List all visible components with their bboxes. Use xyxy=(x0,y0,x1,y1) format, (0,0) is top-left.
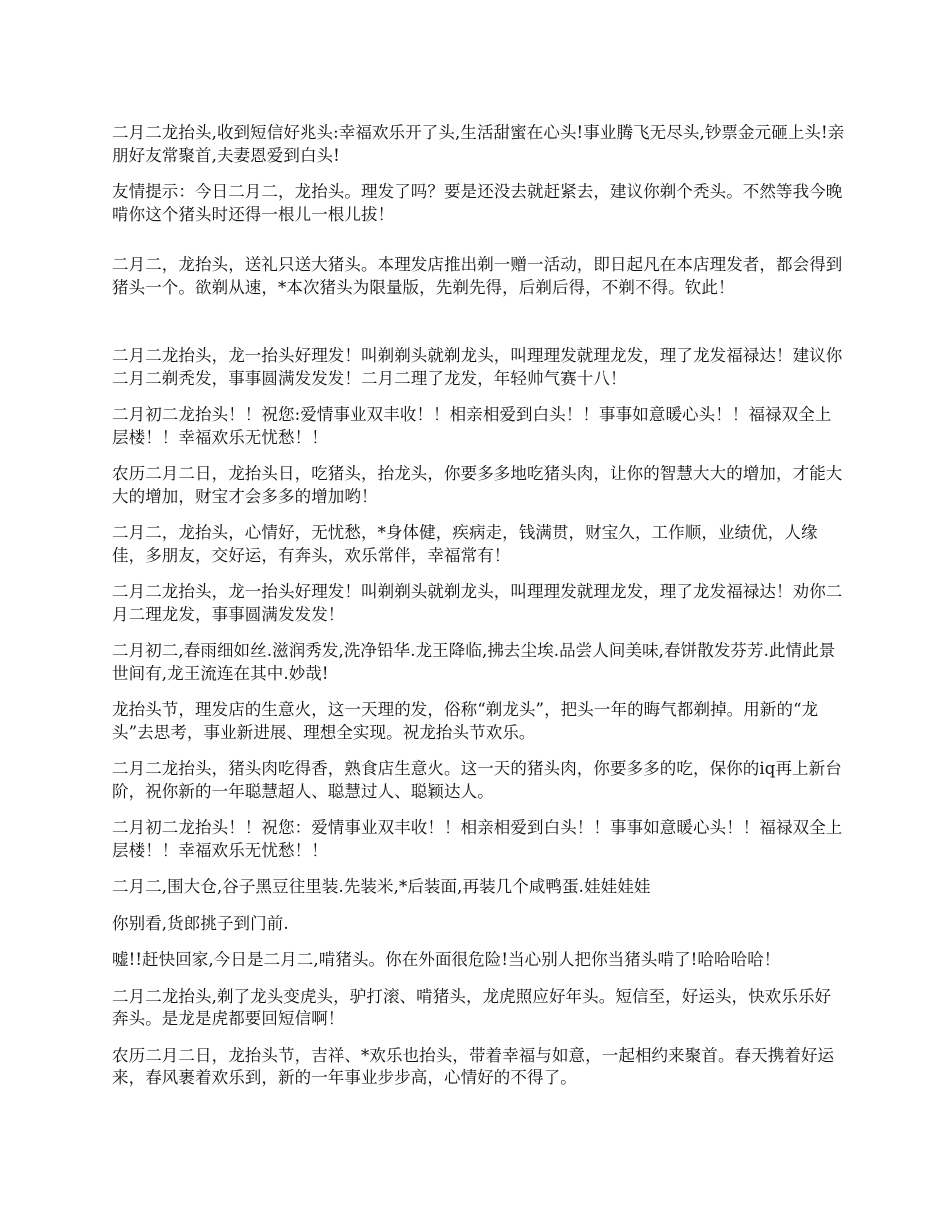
paragraph: 友情提示：今日二月二，龙抬头。理发了吗？要是还没去就赶紧去，建议你剃个秃头。不然等我今晚啃你这个猪头时还得一根儿一根儿拔！ xyxy=(112,182,843,224)
paragraph: 龙抬头节，理发店的生意火，这一天理的发，俗称“剃龙头”，把头一年的晦气都剃掉。用新的“龙头”去思考，事业新进展、理想全实现。祝龙抬头节欢乐。 xyxy=(112,700,819,742)
paragraph: 嘘!!赶快回家,今日是二月二,啃猪头。你在外面很危险!当心别人把你当猪头啃了!哈哈哈哈！ xyxy=(112,950,781,969)
paragraph: 二月二龙抬头，龙一抬头好理发！叫剃剃头就剃龙头，叫理理发就理龙发，理了龙发福禄达！建议你二月二剃秃发，事事圆满发发发！二月二理了龙发，年轻帅气赛十八！ xyxy=(112,346,843,388)
paragraph: 二月二,围大仓,谷子黑豆往里装.先装米,*后装面,再装几个咸鸭蛋.娃娃娃娃 xyxy=(112,877,651,896)
paragraph: 二月二，龙抬头，心情好，无忧愁，*身体健，疾病走，钱满贯，财宝久，工作顺，业绩优，人缘佳，多朋友，交好运，有奔头，欢乐常伴，幸福常有！ xyxy=(112,523,818,565)
paragraph: 二月初二,春雨细如丝.滋润秀发,洗净铅华.龙王降临,拂去尘埃.品尝人间美味,春饼散发芬芳.此情此景世间有,龙王流连在其中.妙哉! xyxy=(112,641,836,683)
paragraph: 二月二龙抬头，猪头肉吃得香，熟食店生意火。这一天的猪头肉，你要多多的吃，保你的iq再上新台阶，祝你新的一年聪慧超人、聪慧过人、聪颖达人。 xyxy=(112,759,842,801)
paragraph: 二月二龙抬头，龙一抬头好理发！叫剃剃头就剃龙头，叫理理发就理龙发，理了龙发福禄达！劝你二月二理龙发，事事圆满发发发！ xyxy=(112,582,843,624)
paragraph: 二月二龙抬头,剃了龙头变虎头，驴打滚、啃猪头，龙虎照应好年头。短信至，好运头，快欢乐乐好奔头。是龙是虎都要回短信啊！ xyxy=(112,986,832,1028)
paragraph: 二月二龙抬头,收到短信好兆头:幸福欢乐开了头,生活甜蜜在心头!事业腾飞无尽头,钞票金元砸上头!亲朋好友常聚首,夫妻恩爱到白头! xyxy=(112,123,845,165)
paragraph: 你别看,货郎挑子到门前. xyxy=(112,913,289,933)
paragraph: 二月初二龙抬头！！祝您:爱情事业双丰收！！相亲相爱到白头！！事事如意暖心头！！福禄双全上层楼！！幸福欢乐无忧愁！！ xyxy=(112,405,832,447)
paragraph: 二月二，龙抬头，送礼只送大猪头。本理发店推出剃一赠一活动，即日起凡在本店理发者，都会得到猪头一个。欲剃从速，*本次猪头为限量版，先剃先得，后剃后得，不剃不得。钦此！ xyxy=(112,255,843,297)
paragraph: 农历二月二日，龙抬头节，吉祥、*欢乐也抬头，带着幸福与如意，一起相约来聚首。春天携着好运来，春风裹着欢乐到，新的一年事业步步高，心情好的不得了。 xyxy=(112,1045,835,1087)
paragraph: 农历二月二日，龙抬头日，吃猪头，抬龙头，你要多多地吃猪头肉，让你的智慧大大的增加，才能大大的增加，财宝才会多多的增加哟！ xyxy=(112,464,843,506)
paragraph: 二月初二龙抬头！！祝您：爱情事业双丰收！！相亲相爱到白头！！事事如意暖心头！！福禄双全上层楼！！幸福欢乐无忧愁！！ xyxy=(112,818,843,860)
document-body xyxy=(112,122,847,1104)
